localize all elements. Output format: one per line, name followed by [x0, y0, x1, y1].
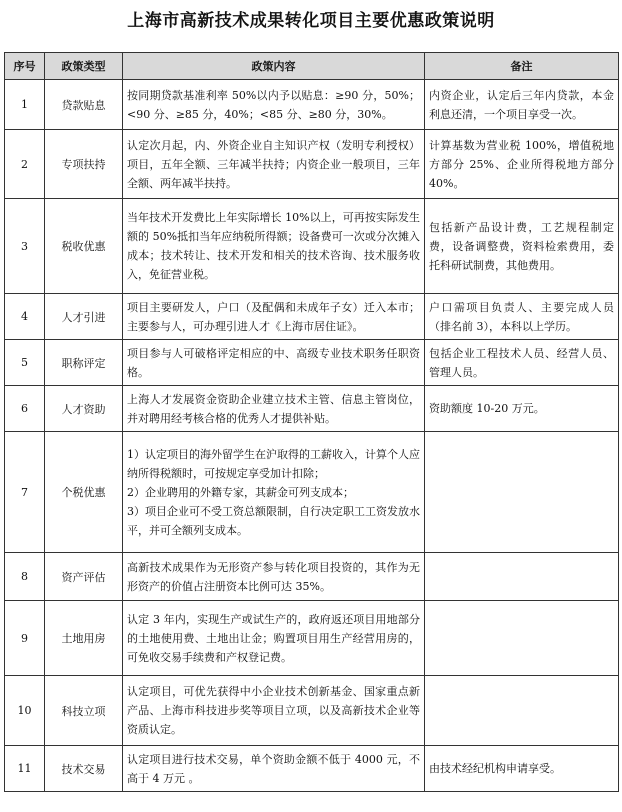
row-type: 科技立项	[45, 676, 123, 746]
header-note: 备注	[425, 53, 619, 80]
row-note: 包括新产品设计费，工艺规程制定费，设备调整费，资料检索费用，委托科研试制费，其他费用。	[425, 199, 619, 294]
row-content	[123, 432, 425, 553]
policy-table	[4, 52, 619, 792]
row-note: 内资企业，认定后三年内贷款，本金利息还清，一个项目享受一次。	[425, 80, 619, 130]
row-content: 当年技术开发费比上年实际增长 10%以上，可再按实际发生额的 50%抵扣当年应纳税所得额；设备费可一次或分次摊入成本；技术转让、技术开发和相关的技术咨询、技术服务收入，免征营业税。	[123, 199, 425, 294]
table-row	[5, 676, 619, 746]
table-header-row	[5, 53, 619, 80]
row-note: 包括企业工程技术人员、经营人员、管理人员。	[425, 340, 619, 386]
row-num: 10	[5, 676, 45, 746]
row-type: 土地用房	[45, 601, 123, 676]
table-row	[5, 601, 619, 676]
row-type: 技术交易	[45, 746, 123, 792]
row-content: 按同期贷款基准利率 50%以内予以贴息：≥90 分，50%；<90 分、≥85 分，40%；<85 分、≥80 分，30%。	[123, 80, 425, 130]
row-num: 5	[5, 340, 45, 386]
row-num: 4	[5, 294, 45, 340]
row-num: 2	[5, 130, 45, 199]
row-num: 9	[5, 601, 45, 676]
row-content: 项目主要研发人，户口（及配偶和未成年子女）迁入本市；主要参与人，可办理引进人才《上海市居住证》。	[123, 294, 425, 340]
row-content: 认定次月起，内、外资企业自主知识产权（发明专利授权）项目，五年全额、三年减半扶持；内资企业一般项目，三年全额、两年减半扶持。	[123, 130, 425, 199]
table-row	[5, 553, 619, 601]
table-row	[5, 432, 619, 553]
row-content: 认定项目进行技术交易，单个资助金额不低于 4000 元，不高于 4 万元 。	[123, 746, 425, 792]
row-num: 1	[5, 80, 45, 130]
document-title: 上海市高新技术成果转化项目主要优惠政策说明	[127, 11, 495, 31]
row-type: 人才引进	[45, 294, 123, 340]
header-content: 政策内容	[123, 53, 425, 80]
row-note: 资助额度 10-20 万元。	[425, 386, 619, 432]
table-row	[5, 340, 619, 386]
table-row	[5, 130, 619, 199]
row-num: 6	[5, 386, 45, 432]
table-row	[5, 746, 619, 792]
table-row	[5, 294, 619, 340]
header-type: 政策类型	[45, 53, 123, 80]
row-note: 由技术经纪机构申请享受。	[425, 746, 619, 792]
header-num: 序号	[5, 53, 45, 80]
row-content: 高新技术成果作为无形资产参与转化项目投资的，其作为无形资产的价值占注册资本比例可达 35%。	[123, 553, 425, 601]
row-note	[425, 601, 619, 676]
row-content: 项目参与人可破格评定相应的中、高级专业技术职务任职资格。	[123, 340, 425, 386]
table-row	[5, 199, 619, 294]
table-row	[5, 386, 619, 432]
row-note: 计算基数为营业税 100%，增值税地方部分 25%、企业所得税地方部分 40%。	[425, 130, 619, 199]
row-type: 税收优惠	[45, 199, 123, 294]
row-num: 7	[5, 432, 45, 553]
row-note	[425, 432, 619, 553]
row-content: 认定项目，可优先获得中小企业技术创新基金、国家重点新产品、上海市科技进步奖等项目立项，以及高新技术企业等资质认定。	[123, 676, 425, 746]
row-type: 贷款贴息	[45, 80, 123, 130]
row-num: 3	[5, 199, 45, 294]
row-type: 职称评定	[45, 340, 123, 386]
content-line: 1）认定项目的海外留学生在沪取得的工薪收入，计算个人应纳所得税额时，可按规定享受加计扣除；	[127, 447, 420, 480]
content-line: 2）企业聘用的外籍专家，其薪金可列支成本；	[127, 485, 354, 499]
table-row	[5, 80, 619, 130]
row-content: 认定 3 年内，实现生产或试生产的，政府返还项目用地部分的土地使用费、土地出让金；购置项目用生产经营用房的，可免收交易手续费和产权登记费。	[123, 601, 425, 676]
row-type: 资产评估	[45, 553, 123, 601]
row-note: 户口需项目负责人、主要完成人员（排名前 3），本科以上学历。	[425, 294, 619, 340]
row-type: 个税优惠	[45, 432, 123, 553]
row-num: 11	[5, 746, 45, 792]
content-line: 3）项目企业可不受工资总额限制，自行决定职工工资发放水平，并可全额列支成本。	[127, 504, 420, 537]
row-note	[425, 553, 619, 601]
row-note	[425, 676, 619, 746]
row-num: 8	[5, 553, 45, 601]
row-content: 上海人才发展资金资助企业建立技术主管、信息主管岗位，并对聘用经考核合格的优秀人才提供补贴。	[123, 386, 425, 432]
row-type: 专项扶持	[45, 130, 123, 199]
row-type: 人才资助	[45, 386, 123, 432]
